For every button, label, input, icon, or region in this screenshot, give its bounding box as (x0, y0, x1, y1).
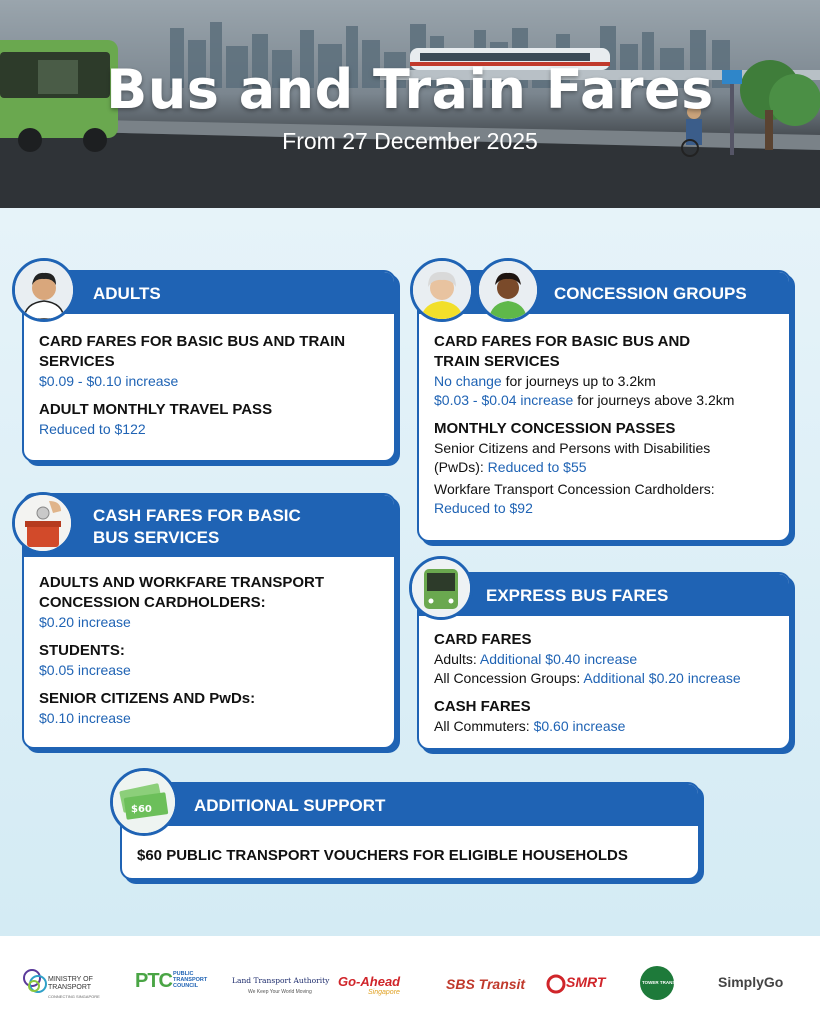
adults-heading: ADULTS (24, 272, 394, 314)
seniors-pwd-pass: Senior Citizens and Persons with Disabilities (PwDs): Reduced to $55 (434, 440, 711, 475)
mot-mark-icon (22, 964, 50, 998)
student-girl-icon (476, 258, 540, 322)
monthly-concession-title: MONTHLY CONCESSION PASSES (434, 420, 676, 437)
cash-seniors-value: $0.10 increase (39, 710, 131, 726)
voucher-icon (110, 768, 178, 836)
express-adults-line: Adults: Additional $0.40 increase (434, 651, 638, 667)
concession-card-fares-title: CARD FARES FOR BASIC BUS AND TRAIN SERVICES (434, 333, 691, 370)
adult-man-icon (12, 258, 76, 322)
page-subtitle: From 27 December 2025 (282, 128, 538, 154)
concession-groups-card (417, 270, 791, 542)
adults-card (22, 270, 396, 462)
support-text: $60 PUBLIC TRANSPORT VOUCHERS FOR ELIGIBLE HOUSEHOLDS (137, 847, 628, 864)
concession-heading: CONCESSION GROUPS (419, 272, 789, 314)
simplygo-logo: SimplyGo (718, 974, 784, 990)
senior-woman-icon (410, 258, 474, 322)
page-title: Bus and Train Fares (106, 58, 714, 121)
cash-seniors-title: SENIOR CITIZENS AND PwDs: (39, 690, 256, 707)
workfare-pass-label: Workfare Transport Concession Cardholders: (434, 481, 715, 497)
smrt-mark-icon (546, 974, 566, 994)
express-heading: EXPRESS BUS FARES (419, 574, 789, 616)
cash-fares-card (22, 493, 396, 749)
workfare-pass-value: Reduced to $92 (434, 500, 533, 516)
express-cash-line: All Commuters: $0.60 increase (434, 718, 626, 734)
adults-monthly-pass-title: ADULT MONTHLY TRAVEL PASS (39, 401, 273, 418)
additional-support-card (120, 782, 700, 880)
express-concession-line: All Concession Groups: Additional $0.20 increase (434, 670, 741, 686)
support-heading: ADDITIONAL SUPPORT (122, 784, 698, 826)
concession-card-fares-line2: $0.03 - $0.04 increase for journeys above 3.2km (434, 392, 735, 408)
concession-card-fares-line1: No change for journeys up to 3.2km (434, 373, 656, 389)
cash-fares-heading: CASH FARES FOR BASIC BUS SERVICES (24, 495, 394, 557)
adults-card-fares-title: CARD FARES FOR BASIC BUS AND TRAIN SERVICES (39, 333, 346, 370)
bus-icon (409, 556, 473, 620)
adults-monthly-pass-value: Reduced to $122 (39, 421, 146, 437)
cash-adults-title: ADULTS AND WORKFARE TRANSPORT CONCESSION CARDHOLDERS: (39, 574, 324, 611)
express-card-fares-title: CARD FARES (434, 631, 532, 648)
adults-card-fares-value: $0.09 - $0.10 increase (39, 373, 179, 389)
hero-banner (0, 0, 820, 208)
lta-logo: Land Transport Authority We Keep Your World Moving (232, 976, 330, 995)
express-cash-fares-title: CASH FARES (434, 698, 531, 715)
cash-students-title: STUDENTS: (39, 642, 125, 659)
voucher-amount: $60 (131, 804, 152, 815)
partner-logos: MINISTRY OF TRANSPORT CONNECTING SINGAPORE PTC PUBLIC TRANSPORT COUNCIL Land Transport Authority We Keep Your World Moving Go-Ahead Singapore SBS Transit SMRT TOWER TRANSIT SimplyGo (0, 936, 820, 1024)
cash-students-value: $0.05 increase (39, 662, 131, 678)
coin-box-icon (12, 492, 74, 554)
cash-adults-value: $0.20 increase (39, 614, 131, 630)
express-bus-card (417, 572, 791, 750)
go-ahead-logo: Go-Ahead Singapore (338, 974, 401, 996)
sbs-transit-logo: SBS Transit (446, 976, 526, 992)
